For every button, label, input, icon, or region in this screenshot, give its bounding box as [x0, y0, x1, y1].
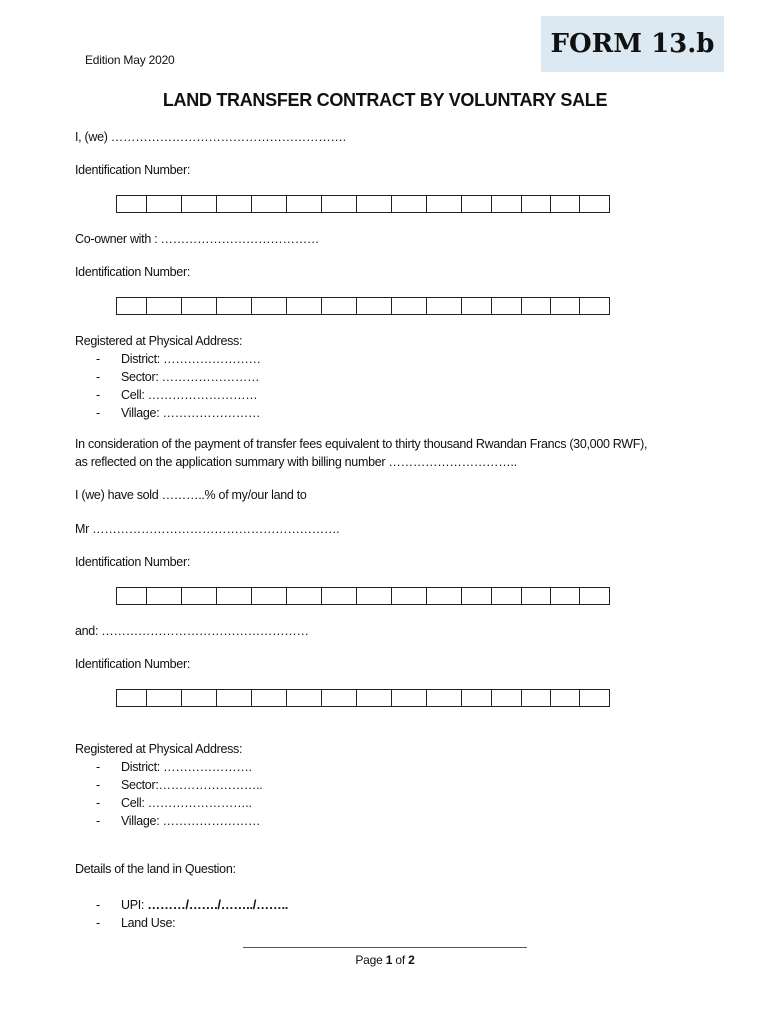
buyer-address-heading: Registered at Physical Address:	[75, 742, 243, 756]
footer-divider	[243, 947, 527, 948]
owner-id-label: Identification Number:	[75, 163, 190, 177]
id-digit-box[interactable]	[427, 690, 462, 706]
id-digit-box[interactable]	[580, 690, 609, 706]
buyer-id-grid[interactable]	[116, 587, 610, 605]
id-digit-box[interactable]	[182, 298, 217, 314]
id-digit-box[interactable]	[462, 690, 492, 706]
id-digit-box[interactable]	[357, 298, 392, 314]
second-buyer-line[interactable]: and: ……………………………………………	[75, 624, 309, 638]
owner-sector-item[interactable]: - Sector: ……………………	[96, 370, 260, 384]
buyer-village-item[interactable]: - Village: ……………………	[96, 814, 261, 828]
coowner-id-label: Identification Number:	[75, 265, 190, 279]
owner-village-item[interactable]: - Village: ……………………	[96, 406, 261, 420]
id-digit-box[interactable]	[492, 588, 522, 604]
second-buyer-id-grid[interactable]	[116, 689, 610, 707]
id-digit-box[interactable]	[217, 588, 252, 604]
id-digit-box[interactable]	[462, 298, 492, 314]
land-details-list	[96, 896, 288, 932]
id-digit-box[interactable]	[551, 690, 580, 706]
id-digit-box[interactable]	[551, 588, 580, 604]
owner-cell-item[interactable]: - Cell: ………………………	[96, 388, 258, 402]
page-number: Page 1 of 2	[355, 953, 415, 967]
id-digit-box[interactable]	[492, 196, 522, 212]
owner-name-line[interactable]: I, (we) ………………………………………………….	[75, 130, 346, 144]
id-digit-box[interactable]	[392, 690, 427, 706]
buyer-address-list	[96, 758, 262, 830]
buyer-id-label: Identification Number:	[75, 555, 190, 569]
buyer-sector-item[interactable]: - Sector:……………………..	[96, 778, 263, 792]
id-digit-box[interactable]	[462, 196, 492, 212]
id-digit-box[interactable]	[182, 690, 217, 706]
id-digit-box[interactable]	[427, 196, 462, 212]
id-digit-box[interactable]	[217, 690, 252, 706]
id-digit-box[interactable]	[252, 196, 287, 212]
id-digit-box[interactable]	[492, 690, 522, 706]
id-digit-box[interactable]	[580, 588, 609, 604]
id-digit-box[interactable]	[551, 298, 580, 314]
id-digit-box[interactable]	[322, 298, 357, 314]
id-digit-box[interactable]	[117, 298, 147, 314]
id-digit-box[interactable]	[287, 298, 322, 314]
owner-district-item[interactable]: - District: ……………………	[96, 352, 261, 366]
buyer-district-item[interactable]: - District: ………………….	[96, 760, 252, 774]
id-digit-box[interactable]	[492, 298, 522, 314]
id-digit-box[interactable]	[117, 588, 147, 604]
buyer-cell-item[interactable]: - Cell: ……………………..	[96, 796, 252, 810]
id-digit-box[interactable]	[392, 196, 427, 212]
owner-id-grid[interactable]	[116, 195, 610, 213]
id-digit-box[interactable]	[287, 588, 322, 604]
sold-percentage-line[interactable]: I (we) have sold ………..% of my/our land to	[75, 488, 307, 502]
id-digit-box[interactable]	[147, 690, 182, 706]
id-digit-box[interactable]	[427, 588, 462, 604]
id-digit-box[interactable]	[357, 196, 392, 212]
id-digit-box[interactable]	[182, 588, 217, 604]
id-digit-box[interactable]	[522, 196, 551, 212]
upi-value[interactable]: ………/……./……../……..	[147, 897, 289, 912]
id-digit-box[interactable]	[322, 690, 357, 706]
id-digit-box[interactable]	[522, 298, 551, 314]
id-digit-box[interactable]	[287, 690, 322, 706]
id-digit-box[interactable]	[357, 588, 392, 604]
id-digit-box[interactable]	[322, 588, 357, 604]
id-digit-box[interactable]	[322, 196, 357, 212]
id-digit-box[interactable]	[147, 196, 182, 212]
id-digit-box[interactable]	[427, 298, 462, 314]
id-digit-box[interactable]	[252, 298, 287, 314]
consideration-line-1: In consideration of the payment of transfer fees equivalent to thirty thousand Rwandan Francs (30,000 RWF),	[75, 437, 648, 451]
id-digit-box[interactable]	[217, 196, 252, 212]
buyer-name-line[interactable]: Mr …………………………………………………….	[75, 522, 340, 536]
coowner-id-grid[interactable]	[116, 297, 610, 315]
id-digit-box[interactable]	[392, 588, 427, 604]
id-digit-box[interactable]	[287, 196, 322, 212]
id-digit-box[interactable]	[357, 690, 392, 706]
id-digit-box[interactable]	[147, 298, 182, 314]
id-digit-box[interactable]	[522, 588, 551, 604]
form-number-badge: FORM 13.b	[541, 16, 724, 72]
upi-item[interactable]: - UPI: ………/……./……../……..	[96, 897, 289, 912]
edition-label: Edition May 2020	[85, 53, 175, 67]
id-digit-box[interactable]	[551, 196, 580, 212]
id-digit-box[interactable]	[217, 298, 252, 314]
id-digit-box[interactable]	[117, 196, 147, 212]
id-digit-box[interactable]	[182, 196, 217, 212]
id-digit-box[interactable]	[147, 588, 182, 604]
id-digit-box[interactable]	[522, 690, 551, 706]
id-digit-box[interactable]	[462, 588, 492, 604]
second-buyer-id-label: Identification Number:	[75, 657, 190, 671]
land-use-item[interactable]: - Land Use:	[96, 916, 176, 930]
coowner-line[interactable]: Co-owner with : …………………………………	[75, 232, 320, 246]
id-digit-box[interactable]	[392, 298, 427, 314]
owner-address-list	[96, 350, 261, 422]
id-digit-box[interactable]	[252, 588, 287, 604]
document-title: LAND TRANSFER CONTRACT BY VOLUNTARY SALE	[162, 90, 608, 110]
id-digit-box[interactable]	[252, 690, 287, 706]
id-digit-box[interactable]	[117, 690, 147, 706]
owner-address-heading: Registered at Physical Address:	[75, 334, 243, 348]
consideration-line-2[interactable]: as reflected on the application summary with billing number …………………………..	[75, 455, 517, 469]
id-digit-box[interactable]	[580, 298, 609, 314]
id-digit-box[interactable]	[580, 196, 609, 212]
land-details-heading: Details of the land in Question:	[75, 862, 236, 876]
